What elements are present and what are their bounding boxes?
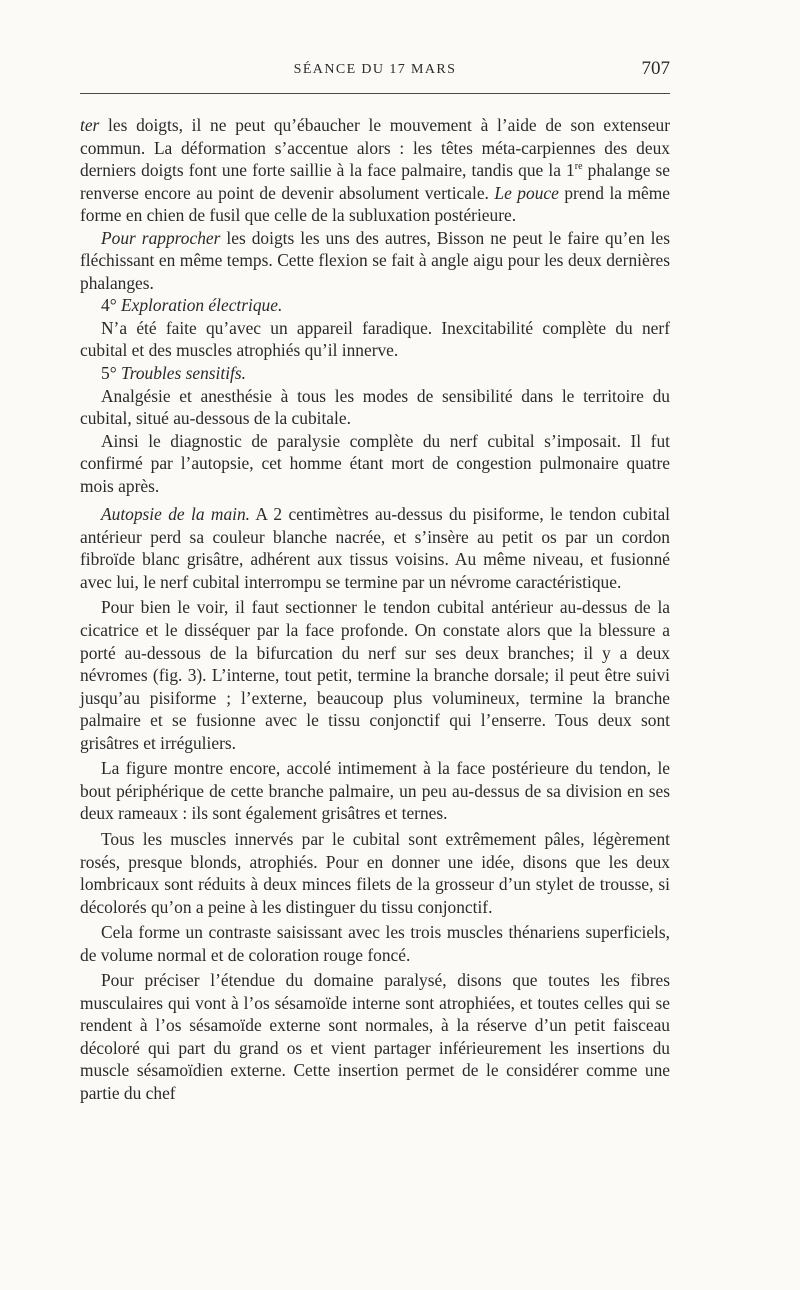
page-number: 707 [641, 58, 670, 79]
page-header [80, 58, 670, 86]
paragraph-12: Cela forme un contraste saisissant avec les trois muscles thénariens superficiels, de volume normal et de coloration rouge foncé. [80, 922, 670, 965]
running-head: SÉANCE DU 17 MARS [293, 62, 457, 77]
paragraph-7: Ainsi le diagnostic de paralysie complète du nerf cubital s’imposait. Il fut confirmé par l’autopsie, cet homme étant mort de congestion pulmonaire quatre mois après. [80, 430, 670, 496]
paragraph-4: N’a été faite qu’avec un appareil faradique. Inexcitabilité complète du nerf cubital et des muscles atrophiés qu’il innerve. [80, 317, 670, 361]
body-text [80, 114, 670, 1105]
paragraph-10: La figure montre encore, accolé intimement à la face postérieure du tendon, le bout périphérique de cette branche palmaire, un peu au-dessus de sa division en ses deux rameaux : ils sont également grisâtres et ternes. [80, 758, 670, 824]
paragraph-1: ter les doigts, il ne peut qu’ébaucher le mouvement à l’aide de son extenseur commun. La déformation s’accentue alors : les têtes méta-carpiennes des deux derniers doigts font une forte saillie à la face palmaire, tandis que la 1re phalange se renverse encore au point de devenir absolument verticale. Le pouce prend la même forme en chien de fusil que celle de la subluxation postérieure. [80, 115, 671, 226]
paragraph-6: Analgésie et anesthésie à tous les modes de sensibilité dans le territoire du cubital, situé au-dessous de la cubitale. [80, 385, 670, 429]
header-rule [80, 93, 670, 94]
paragraph-2: Pour rapprocher les doigts les uns des autres, Bisson ne peut le faire qu’en les fléchissant en même temps. Cette flexion se fait à angle aigu pour les deux dernières phalanges. [80, 227, 670, 293]
paragraph-9: Pour bien le voir, il faut sectionner le tendon cubital antérieur au-dessus de la cicatrice et le disséquer par la face profonde. On constate alors que la blessure a porté au-dessous de la bifurcation du nerf sur ses deux branches; il y a deux névromes (fig. 3). L’interne, tout petit, termine la branche dorsale; il peut être suivi jusqu’au pisiforme ; l’externe, beaucoup plus volumineux, termine la branche palmaire et se fusionne avec le tissu conjonctif qui l’enserre. Tous deux sont grisâtres et irréguliers. [80, 597, 670, 753]
section-heading-5: 5° Troubles sensitifs. [101, 363, 246, 384]
paragraph-8: Autopsie de la main. A 2 centimètres au-dessus du pisiforme, le tendon cubital antérieur perd sa couleur blanche nacrée, et s’insère au petit os par un cordon fibroïde blanc grisâtre, adhérent aux tissus voisins. Au même niveau, et fusionné avec lui, le nerf cubital interrompu se termine par un névrome caractéristique. [80, 504, 670, 592]
paragraph-11: Tous les muscles innervés par le cubital sont extrêmement pâles, légèrement rosés, presque blonds, atrophiés. Pour en donner une idée, disons que les deux lombricaux sont réduits à deux minces filets de la grosseur d’un stylet de trousse, si décolorés qu’on a peine à les distinguer du tissu conjonctif. [80, 828, 670, 917]
section-heading-4: 4° Exploration électrique. [101, 295, 283, 316]
paragraph-13: Pour préciser l’étendue du domaine paralysé, disons que toutes les fibres musculaires qui vont à l’os sésamoïde interne sont atrophiées, et toutes celles qui se rendent à l’os sésamoïde externe sont normales, à la réserve d’un petit faisceau décoloré qui part du grand os et vient partager inférieurement les insertions du muscle sésamoïdien externe. Cette insertion permet de le considérer comme une partie du chef [80, 970, 670, 1103]
